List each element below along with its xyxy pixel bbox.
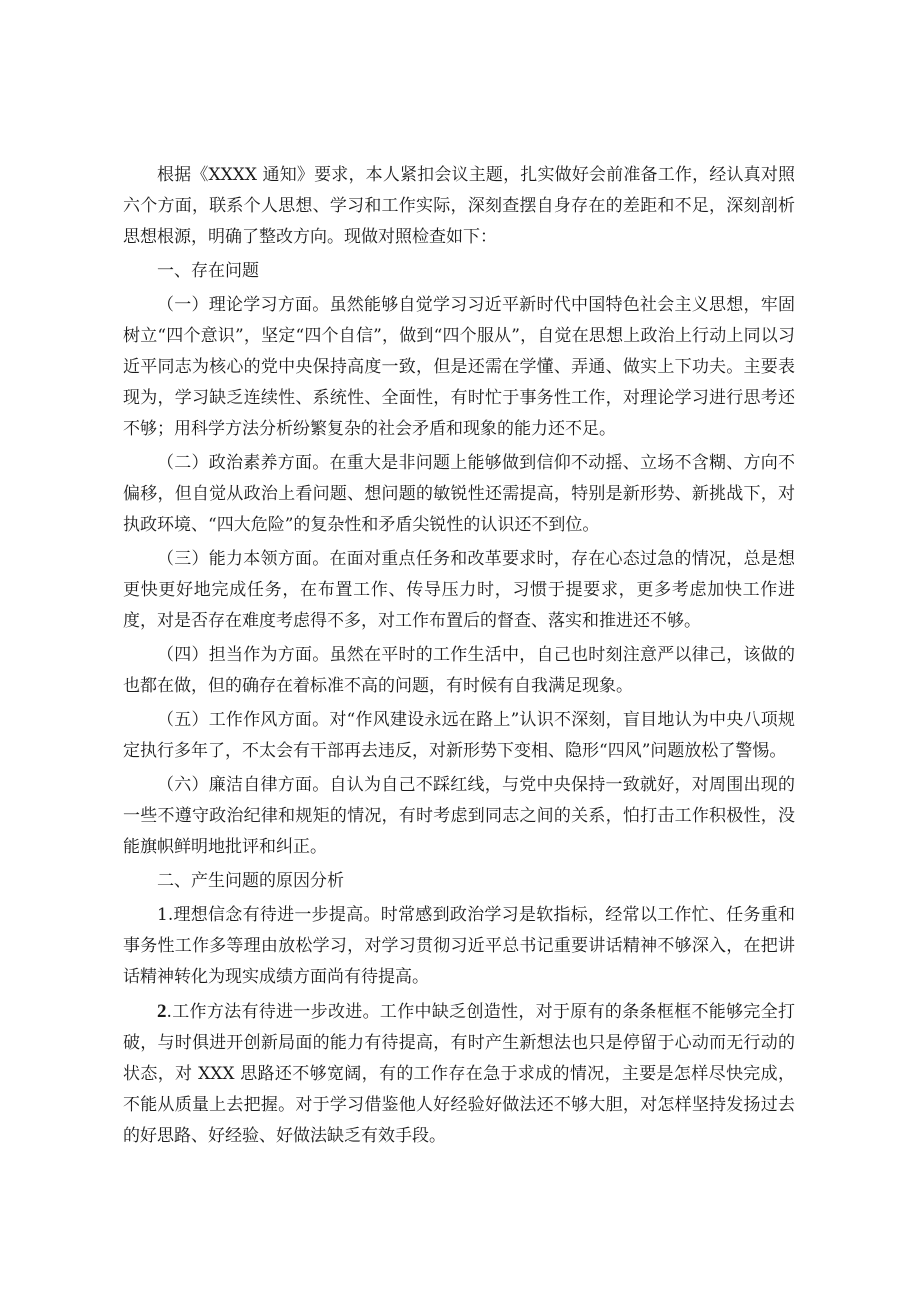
section-heading-causes: 二、产生问题的原因分析 (157, 871, 344, 891)
problem-paragraph: （六）廉洁自律方面。自认为自己不踩红线，与党中央保持一致就好，对周围出现的一些不遵守政治纪律和规矩的情况，有时考虑到同志之间的关系，怕打击工作积极性，没能旗帜鲜明地批评和纠正。 (123, 775, 795, 857)
problem-paragraph: （五）工作作风方面。对“作风建设永远在路上”认识不深刻，盲目地认为中央八项规定执行多年了，不太会有干部再去违反，对新形势下变相、隐形“四风”问题放松了警惕。 (123, 710, 795, 761)
reason-number: 2 (157, 1001, 167, 1022)
reason-paragraph: 1.理想信念有待进一步提高。时常感到政治学习是软指标，经常以工作忙、任务重和事务性工作多等理由放松学习，对学习贯彻习近平总书记重要讲话精神不够深入，在把讲话精神转化为现实成绩方面尚有待提高。 (123, 905, 795, 987)
document-body (123, 160, 795, 1152)
problem-paragraph: （四）担当作为方面。虽然在平时的工作生活中，自己也时刻注意严以律己，该做的也都在做，但的确存在着标准不高的问题，有时候有自我满足现象。 (123, 645, 795, 696)
section-heading-problems: 一、存在问题 (157, 261, 259, 281)
problem-paragraph: （三）能力本领方面。在面对重点任务和改革要求时，存在心态过急的情况，总是想更快更好地完成任务，在布置工作、传导压力时，习惯于提要求，更多考虑加快工作进度，对是否存在难度考虑得不多，对工作布置后的督查、落实和推进还不够。 (123, 549, 795, 631)
problem-paragraph: （二）政治素养方面。在重大是非问题上能够做到信仰不动摇、立场不含糊、方向不偏移，但自觉从政治上看问题、想问题的敏锐性还需提高，特别是新形势、新挑战下，对执政环境、“四大危险”的复杂性和矛盾尖锐性的认识还不到位。 (123, 453, 795, 535)
reason-text: .工作方法有待进一步改进。工作中缺乏创造性，对于原有的条条框框不能够完全打破，与时俱进开创新局面的能力有待提高，有时产生新想法也只是停留于心动而无行动的状态，对 XXX 思路还不够宽阔，有的工作存在急于求成的情况，主要是怎样尽快完成，不能从质量上去把握。对于学习借鉴他人好经验好做法还不够大胆，对怎样坚持发扬过去的好思路、好经验、好做法缺乏有效手段。 (123, 1002, 795, 1146)
reason-paragraph (123, 996, 795, 1152)
intro-paragraph: 根据《XXXX 通知》要求，本人紧扣会议主题，扎实做好会前准备工作，经认真对照六个方面，联系个人思想、学习和工作实际，深刻查摆自身存在的差距和不足，深刻剖析思想根源，明确了整改方向。现做对照检查如下： (123, 165, 795, 247)
problem-paragraph: （一）理论学习方面。虽然能够自觉学习习近平新时代中国特色社会主义思想，牢固树立“四个意识”，坚定“四个自信”，做到“四个服从”，自觉在思想上政治上行动上同以习近平同志为核心的党中央保持高度一致，但是还需在学懂、弄通、做实上下功夫。主要表现为，学习缺乏连续性、系统性、全面性，有时忙于事务性工作，对理论学习进行思考还不够；用科学方法分析纷繁复杂的社会矛盾和现象的能力还不足。 (123, 295, 795, 439)
